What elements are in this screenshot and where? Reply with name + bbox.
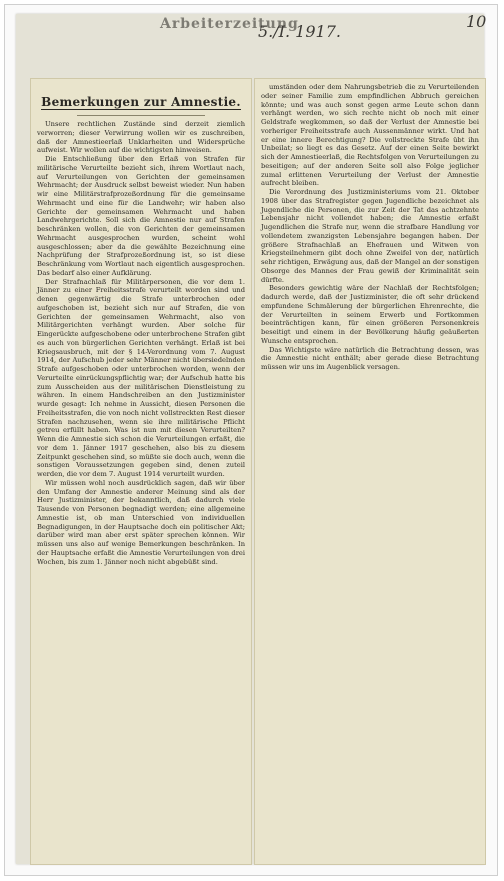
article-paragraph: Unsere rechtlichen Zustände sind derzeit ziemlich verworren; dieser Verwirrung wollen wir es zuschreiben, daß der Amnestieerlaß Unklarheiten und Widersprüche aufweist. Wir wollen auf die wichtigsten hinweisen.	[37, 120, 245, 155]
newspaper-name-stamp: Arbeiterzeitung	[160, 16, 299, 32]
clipping-column-left	[30, 78, 252, 865]
clipping-column-right	[254, 78, 486, 865]
title-divider	[77, 115, 205, 116]
handwritten-date: 5./I. 1917.	[258, 22, 341, 41]
article-paragraph: Wir müssen wohl noch ausdrücklich sagen, daß wir über den Umfang der Amnestie anderer Meinung sind als der Herr Justizminister, der bekanntlich, daß dadurch viele Tausende von Personen begnadigt werden; eine allgemeine Amnestie ist, ob man Unterschied von individuellen Begnadigungen, in der Hauptsache doch ein politischer Akt; darüber wird man aber erst später sprechen können. Wir müssen uns also auf wenige Bemerkungen beschränken. In der Hauptsache erfaßt die Amnestie Verurteilungen von drei Wochen, bis zum 1. Jänner noch nicht abgebüßt sind.	[37, 478, 245, 566]
article-paragraph: Besonders gewichtig wäre der Nachlaß der Rechtsfolgen; dadurch werde, daß der Justizminister, die oft sehr drückend empfundene Schmälerung der bürgerlichen Ehrenrechte, die der Verurteilten in seinem Erwerb und Fortkommen beeinträchtigen kann, für einen größeren Personenkreis beseitigt und einem in der Bevölkerung häufig geäußerten Wunsche entsprochen.	[261, 284, 479, 345]
article-paragraph: Die Verordnung des Justizministeriums vom 21. Oktober 1908 über das Strafregister gegen Jugendliche bezeichnet als Jugendliche die Personen, die zur Zeit der Tat das achtzehnte Lebensjahr nicht vollendet haben; die Amnestie erfaßt Jugendlichen die Strafe nur, wenn die strafbare Handlung vor vollendetem zwanzigsten Lebensjahre begangen haben. Der größere Strafnachlaß an Ehefrauen und Witwen von Kriegsteilnehmern gibt doch ohne Zweifel von der, natürlich sehr richtigen, Erwägung aus, daß der Mangel an der sonstigen Obsorge des Mannes der Frau gewiß der Kriminalität sein dürfte.	[261, 188, 479, 284]
article-paragraph: Die Entschließung über den Erlaß von Strafen für militärische Verurteilte bezieht sich, ihrem Wortlaut nach, auf Verurteilungen von Gerichten der gemeinsamen Wehrmacht; der Ausdruck selbst beweist wieder. Nun haben wir eine Militärstrafprozeßordnung für die gemeinsame Wehrmacht und eine für die Landwehr; wir haben also Gerichte der gemeinsamen Wehrmacht und haben Landwehrgerichte. Soll sich die Amnestie nur auf Strafen beschränken wollen, die von Gerichten der gemeinsamen Wehrmacht ausgesprochen wurden, scheint wohl ausgeschlossen; aber da die gewählte Bezeichnung eine Nachprüfung der Strafprozeßordnung ist, so ist diese Beschränkung vom Wortlaut nach eigentlich ausgesprochen. Das bedarf also einer Aufklärung.	[37, 155, 245, 277]
article-paragraph: Das Wichtigste wäre natürlich die Betrachtung dessen, was die Amnestie nicht enthält; aber gerade diese Betrachtung müssen wir uns im Augenblick versagen.	[261, 345, 479, 371]
article-paragraph: umständen oder dem Nahrungsbetrieb die zu Verurteilenden oder seiner Familie zum empfindlichen Abbruch gereichen könnte; und was auch sonst gegen arme Leute schon dann verhängt werden, wo sich rechte nicht ob noch mit einer Geldstrafe wegkommen, so daß der Verlust der Amnestie bei vorheriger Freiheitsstrafe auch Aussenmänner wirkt. Und hat er eine innere Berechtigung? Die vollstreckte Strafe übt ihn Unbeilat; so liegt es das Gesetz. Auf der einen Seite bewirkt sich der Amnestieerlaß, die Rechtsfolgen von Verurteilungen zu beseitigen; auf der anderen Seite soll also Folge jeglicher zumal erlittenen Verurteilung der Verlust der Amnestie aufrecht bleiben.	[261, 83, 479, 188]
article-title: Bemerkungen zur Amnestie.	[41, 95, 241, 109]
handwritten-page-number: 10	[466, 12, 487, 31]
article-paragraph: Der Strafnachlaß für Militärpersonen, die vor dem 1. Jänner zu einer Freiheitsstrafe verurteilt worden sind und denen gegenwärtig die Strafe unterbrochen oder aufgeschoben ist, bezieht sich nur auf Strafen, die von Gerichten der gemeinsamen Wehrmacht, also von Militärgerichten verhängt wurden. Aber solche für Eingerückte aufgeschobene oder unterbrochene Strafen gibt es auch von bürgerlichen Gerichten verhängt. Erlaß ist bei Kriegsausbruch, mit der § 14-Verordnung vom 7. August 1914, der Aufschub jeder sehr Männer nicht übersiedelnden Strafe aufgeschoben oder unterbrochen worden, wenn der Verurteilte einrückungspflichtig war; der Aufschub hatte bis zum Ausscheiden aus der militärischen Dienstleistung zu währen. In einem Handschreiben an den Justizminister wurde gesagt: Ich nehme in Aussicht, diesen Personen die Freiheitsstrafen, die von noch nicht vollstreckten Rest dieser Strafen nachzusehen, wenn sie ihre militärische Pflicht getreu erfüllt haben. Was ist nun mit diesen Verurteilten? Wenn die Amnestie sich schon die Verurteilungen erfaßt, die vor dem 1. Jänner 1917 geschehen, also bis zu diesem Zeitpunkt geschehen sind, so müßte sie doch auch, wenn die sonstigen Voraussetzungen gegeben sind, denen zuteil werden, die vor dem 7. August 1914 verurteilt wurden.	[37, 277, 245, 478]
